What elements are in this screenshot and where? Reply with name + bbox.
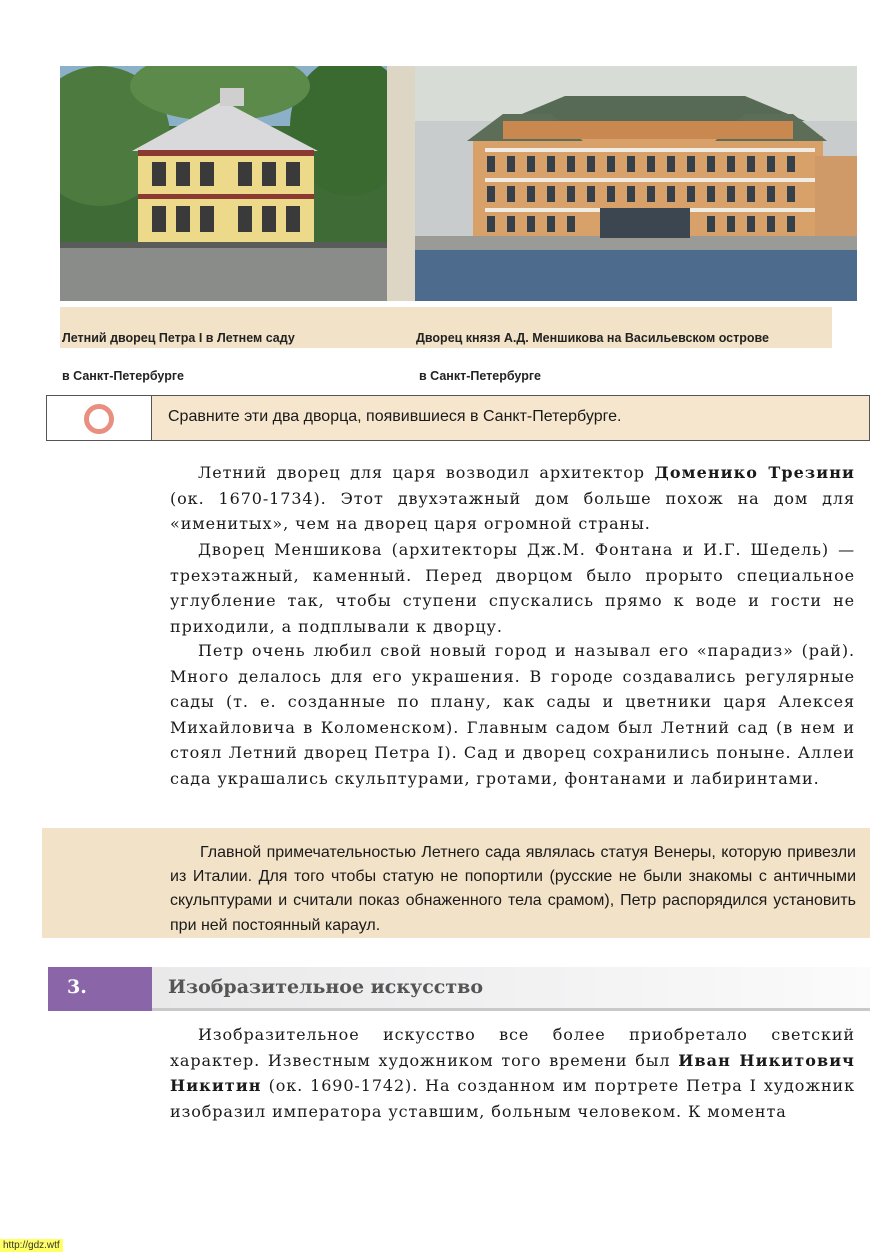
paragraph-paradise	[170, 638, 855, 791]
question-box	[46, 395, 870, 441]
circle-icon	[84, 404, 114, 434]
caption-line: Летний дворец Петра I в Летнем саду	[62, 331, 295, 345]
paragraph-text: Изобразительное искусство все более приобретало светский характер. Известным художником того времени был	[170, 1025, 855, 1070]
caption-line: Дворец князя А.Д. Меншикова на Васильевском острове	[416, 331, 769, 345]
caption-line: в Санкт-Петербурге	[62, 369, 184, 383]
paragraph-summer-palace	[170, 460, 855, 537]
summer-palace-caption	[62, 310, 295, 386]
section-number-box	[48, 967, 152, 1011]
section-title: Изобразительное искусство	[168, 976, 484, 998]
caption-line: в Санкт-Петербурге	[419, 369, 541, 383]
note-block	[42, 828, 870, 938]
paragraph-text: Дворец Меншикова (архитекторы Дж.М. Фонтана и И.Г. Шедель) — трехэтажный, каменный. Перед дворцом было прорыто специальное углубление так, чтобы ступени спускались прямо к воде и гости не приходили, а подплывали к дворцу.	[170, 540, 855, 636]
menshikov-palace-caption	[416, 310, 769, 386]
paragraph-fine-art	[170, 1022, 855, 1124]
paragraph-text: Петр очень любил свой новый город и называл его «парадиз» (рай). Много делалось для его украшения. В городе создавались регулярные сады (т. е. созданные по плану, как сады и цветники царя Алексея Михайловича в Коломенском). Главным садом был Летний сад (в нем и стоял Летний дворец Петра I). Сад и дворец сохранились поныне. Аллеи сада украшались скульптурами, гротами, фонтанами и лабиринтами.	[170, 641, 855, 788]
section-number: 3.	[67, 976, 87, 998]
question-text: Сравните эти два дворца, появившиеся в Санкт-Петербурге.	[168, 408, 622, 425]
paragraph-menshikov-palace	[170, 537, 855, 639]
section-title-box	[152, 967, 870, 1011]
watermark-link[interactable]: http://gdz.wtf	[0, 1239, 63, 1252]
paragraph-text: Летний дворец для царя возводил архитектор	[198, 463, 655, 482]
question-marker	[47, 396, 152, 440]
note-text	[170, 841, 856, 938]
question-text-area	[152, 396, 869, 440]
paragraph-text: (ок. 1670-1734). Этот двухэтажный дом больше похож на дом для «именитых», чем на дворец царя огромной страны.	[170, 488, 855, 533]
summer-palace-photo	[60, 66, 387, 301]
photo-gutter	[387, 66, 415, 301]
menshikov-palace-photo	[415, 66, 857, 301]
architect-name: Доменико Трезини	[654, 463, 855, 482]
note-body: Главной примечательностью Летнего сада являлась статуя Венеры, которую привезли из Италии. Для того чтобы статую не попортили (русские не были знакомы с античными скульптурами и считали показ обнаженного тела срамом), Петр распорядился установить при ней постоянный караул.	[170, 844, 856, 934]
paragraph-text: (ок. 1690-1742). На созданном им портрете Петра I художник изобразил императора уставшим, больным человеком. К момента	[170, 1076, 855, 1121]
artist-name: Иван Никитович Никитин	[170, 1050, 855, 1095]
